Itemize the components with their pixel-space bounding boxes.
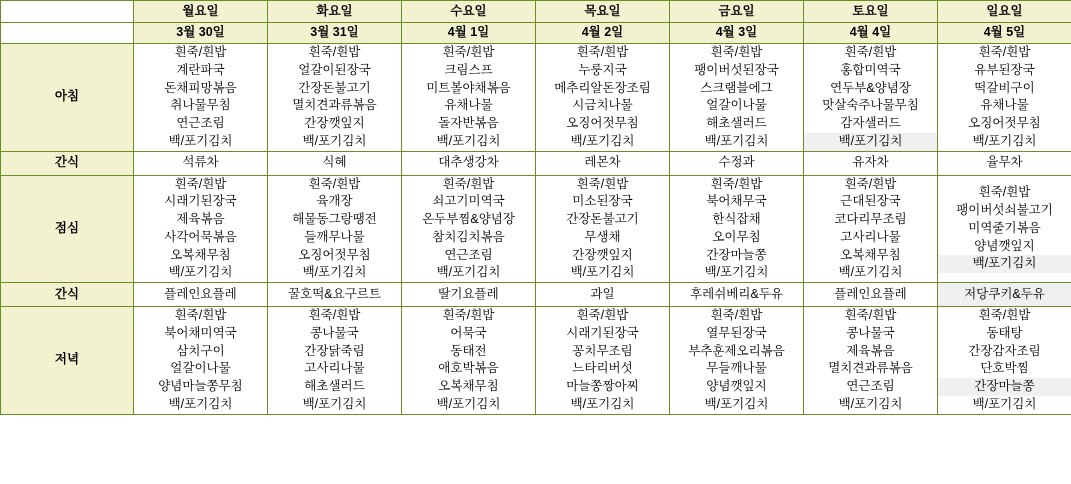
header-day-sat: 토요일 bbox=[804, 1, 938, 23]
dinner-wed: 흰죽/흰밥 어묵국 동태전 애호박볶음 오복채무침 백/포기김치 bbox=[402, 307, 536, 415]
lunch-fri: 흰죽/흰밥 북어채무국 한식잡채 오이무침 간장마늘쫑 백/포기김치 bbox=[670, 175, 804, 283]
table-row-lunch bbox=[1, 175, 1071, 283]
header-date-thu: 4월 2일 bbox=[536, 23, 670, 44]
header-day-wed: 수요일 bbox=[402, 1, 536, 23]
dinner-fri: 흰죽/흰밥 열무된장국 부추훈제오리볶음 무들깨나물 양념깻잎지 백/포기김치 bbox=[670, 307, 804, 415]
snack-morning-sun: 율무차 bbox=[938, 151, 1071, 175]
header-date-sun: 4월 5일 bbox=[938, 23, 1071, 44]
table-row-dinner bbox=[1, 307, 1071, 415]
snack-afternoon-wed: 딸기요플레 bbox=[402, 283, 536, 307]
header-day-mon: 월요일 bbox=[134, 1, 268, 23]
snack-morning-thu: 레몬차 bbox=[536, 151, 670, 175]
breakfast-mon: 흰죽/흰밥 계란파국 돈채피망볶음 취나물무침 연근조림 백/포기김치 bbox=[134, 44, 268, 152]
lunch-wed: 흰죽/흰밥 쇠고기미역국 온두부찜&양념장 참치김치볶음 연근조림 백/포기김치 bbox=[402, 175, 536, 283]
snack-morning-wed: 대추생강차 bbox=[402, 151, 536, 175]
header-row-dates bbox=[1, 23, 1071, 44]
snack-afternoon-thu: 과일 bbox=[536, 283, 670, 307]
snack-morning-fri: 수정과 bbox=[670, 151, 804, 175]
lunch-mon: 흰죽/흰밥 시래기된장국 제육볶음 사각어묵볶음 오복채무침 백/포기김치 bbox=[134, 175, 268, 283]
breakfast-sat: 흰죽/흰밥 홍합미역국 연두부&양념장 맛살숙주나물무침 감자샐러드 백/포기김치 bbox=[804, 44, 938, 152]
dinner-sun: 흰죽/흰밥 동태탕 간장감자조림 단호박찜 간장마늘쫑 백/포기김치 bbox=[938, 307, 1071, 415]
snack-morning-mon: 석류차 bbox=[134, 151, 268, 175]
snack-afternoon-fri: 후레쉬베리&두유 bbox=[670, 283, 804, 307]
snack-afternoon-tue: 꿀호떡&요구르트 bbox=[268, 283, 402, 307]
snack-morning-sat: 유자차 bbox=[804, 151, 938, 175]
table-corner-cell bbox=[1, 1, 134, 23]
row-label-snack-morning: 간식 bbox=[1, 151, 134, 175]
header-day-fri: 금요일 bbox=[670, 1, 804, 23]
dinner-thu: 흰죽/흰밥 시래기된장국 꽁치무조림 느타리버섯 마늘쫑짱아찌 백/포기김치 bbox=[536, 307, 670, 415]
header-day-sun: 일요일 bbox=[938, 1, 1071, 23]
header-date-fri: 4월 3일 bbox=[670, 23, 804, 44]
table-row-snack-afternoon bbox=[1, 283, 1071, 307]
row-label-snack-afternoon: 간식 bbox=[1, 283, 134, 307]
lunch-tue: 흰죽/흰밥 육개장 해물동그랑땡전 들깨무나물 오징어젓무침 백/포기김치 bbox=[268, 175, 402, 283]
dinner-tue: 흰죽/흰밥 콩나물국 간장닭죽림 고사리나물 해초샐러드 백/포기김치 bbox=[268, 307, 402, 415]
breakfast-sun: 흰죽/흰밥 유부된장국 떡갈비구이 유채나물 오징어젓무침 백/포기김치 bbox=[938, 44, 1071, 152]
dinner-mon: 흰죽/흰밥 북어채미역국 삼치구이 얼갈이나물 양념마늘쫑무침 백/포기김치 bbox=[134, 307, 268, 415]
dinner-sat: 흰죽/흰밥 콩나물국 제육볶음 멸치견과류볶음 연근조림 백/포기김치 bbox=[804, 307, 938, 415]
header-date-tue: 3월 31일 bbox=[268, 23, 402, 44]
breakfast-tue: 흰죽/흰밥 얼갈이된장국 간장돈불고기 멸치견과류볶음 간장깻잎지 백/포기김치 bbox=[268, 44, 402, 152]
row-label-breakfast: 아침 bbox=[1, 44, 134, 152]
lunch-sat: 흰죽/흰밥 근대된장국 코다리무조림 고사리나물 오복채무침 백/포기김치 bbox=[804, 175, 938, 283]
snack-afternoon-sat: 플레인요플레 bbox=[804, 283, 938, 307]
breakfast-fri: 흰죽/흰밥 팽이버섯된장국 스크램블에그 얼갈이나물 해초샐러드 백/포기김치 bbox=[670, 44, 804, 152]
breakfast-thu: 흰죽/흰밥 누룽지국 메추리알돈장조림 시금치나물 오징어젓무침 백/포기김치 bbox=[536, 44, 670, 152]
table-row-breakfast bbox=[1, 44, 1071, 152]
row-label-dinner: 저녁 bbox=[1, 307, 134, 415]
table-corner-cell-2 bbox=[1, 23, 134, 44]
snack-morning-tue: 식혜 bbox=[268, 151, 402, 175]
header-date-sat: 4월 4일 bbox=[804, 23, 938, 44]
lunch-sun: 흰죽/흰밥 팽이버섯쇠불고기 미역줄기볶음 양념깻잎지 백/포기김치 bbox=[938, 175, 1071, 283]
breakfast-wed: 흰죽/흰밥 크림스프 미트볼야채볶음 유채나물 돌자반볶음 백/포기김치 bbox=[402, 44, 536, 152]
header-date-mon: 3월 30일 bbox=[134, 23, 268, 44]
header-row-days bbox=[1, 1, 1071, 23]
snack-afternoon-sun: 저당쿠키&두유 bbox=[938, 283, 1071, 307]
snack-afternoon-mon: 플레인요플레 bbox=[134, 283, 268, 307]
header-day-thu: 목요일 bbox=[536, 1, 670, 23]
lunch-thu: 흰죽/흰밥 미소된장국 간장돈불고기 무생채 간장깻잎지 백/포기김치 bbox=[536, 175, 670, 283]
header-date-wed: 4월 1일 bbox=[402, 23, 536, 44]
header-day-tue: 화요일 bbox=[268, 1, 402, 23]
row-label-lunch: 점심 bbox=[1, 175, 134, 283]
table-row-snack-morning bbox=[1, 151, 1071, 175]
